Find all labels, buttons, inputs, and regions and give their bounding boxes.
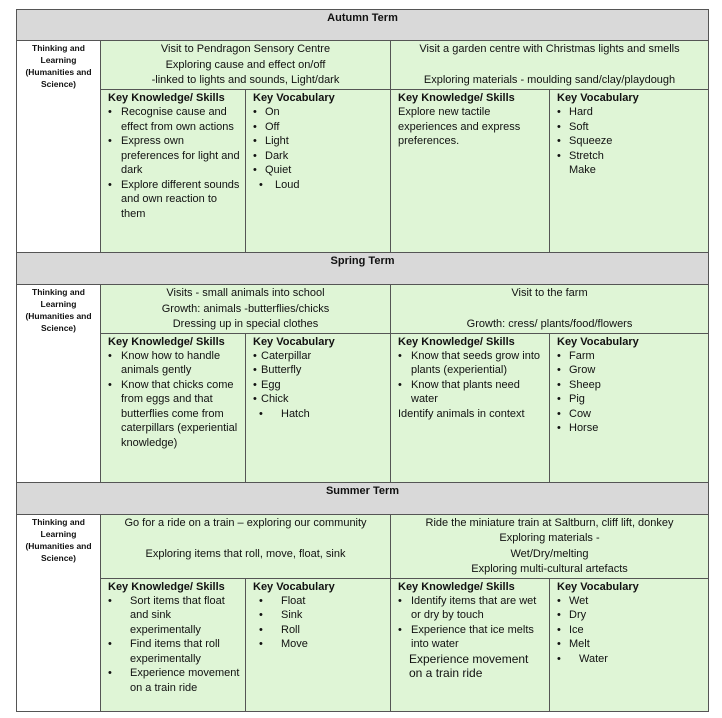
list-item: • Recognise cause and effect from own actions <box>108 105 241 134</box>
spring-term-header: Spring Term <box>17 253 709 285</box>
spring-vocab-left: Key Vocabulary • Caterpillar • Butterfly • Egg • Chick • Hatch <box>246 333 391 482</box>
spring-vocab-right: Key Vocabulary • Farm • Grow • Sheep • Pig • Cow • Horse <box>550 333 709 482</box>
summer-vocab-left: Key Vocabulary • Float • Sink • Roll • Move <box>246 578 391 711</box>
list-item: • Farm <box>557 349 704 364</box>
spring-subject-label: Thinking and Learning (Humanities and Science) <box>17 285 101 483</box>
autumn-knowledge-left: Key Knowledge/ Skills • Recognise cause and effect from own actions • Express own preferences for light and dark • Explore different sounds and own reaction to them <box>101 90 246 253</box>
summer-vocab-right: Key Vocabulary • Wet • Dry • Ice • Melt • Water <box>550 578 709 711</box>
spring-knowledge-left: Key Knowledge/ Skills • Know how to handle animals gently • Know that chicks come from eggs and that butterflies come from caterpillars (experiential knowledge) <box>101 333 246 482</box>
list-item: • Identify items that are wet or dry by touch <box>398 594 545 623</box>
list-item: • Know that seeds grow into plants (experiential) <box>398 349 545 378</box>
list-item: • Experience movement on a train ride <box>108 666 241 695</box>
list-item: • Know that chicks come from eggs and that butterflies come from caterpillars (experiential knowledge) <box>108 378 241 451</box>
list-item: • Water <box>557 652 704 667</box>
list-item: • Hatch <box>253 407 386 422</box>
list-item: • Sheep <box>557 378 704 393</box>
summer-knowledge-right: Key Knowledge/ Skills • Identify items that are wet or dry by touch • Experience that ice melts into water Experience movement on a train ride <box>391 578 550 711</box>
summer-knowledge-left: Key Knowledge/ Skills • Sort items that float and sink experimentally • Find items that roll experimentally • Experience movement on a train ride <box>101 578 246 711</box>
list-item: • Quiet <box>253 163 386 178</box>
list-item: • Loud <box>253 178 386 193</box>
summer-subject-label: Thinking and Learning (Humanities and Science) <box>17 514 101 711</box>
autumn-vocab-left: Key Vocabulary • On • Off • Light • Dark • Quiet • Loud <box>246 90 391 253</box>
list-item: • Know how to handle animals gently <box>108 349 241 378</box>
list-item: • Roll <box>253 623 386 638</box>
list-item: • Butterfly <box>253 363 386 378</box>
list-item: • Sink <box>253 608 386 623</box>
list-item: • Experience that ice melts into water <box>398 623 545 652</box>
list-item: • Move <box>253 637 386 652</box>
list-item: • Stretch <box>557 149 704 164</box>
list-item: • On <box>253 105 386 120</box>
list-item: • Pig <box>557 392 704 407</box>
list-item: • Light <box>253 134 386 149</box>
curriculum-grid <box>16 9 708 712</box>
autumn-knowledge-right: Key Knowledge/ Skills Explore new tactile experiences and express preferences. <box>391 90 550 253</box>
summer-intro-right: Ride the miniature train at Saltburn, cliff lift, donkey Exploring materials - Wet/Dry/melting Exploring multi-cultural artefacts <box>391 514 709 578</box>
list-item: • Ice <box>557 623 704 638</box>
autumn-intro-right: Visit a garden centre with Christmas lights and smells Exploring materials - moulding sand/clay/playdough <box>391 41 709 90</box>
autumn-vocab-right: Key Vocabulary • Hard • Soft • Squeeze • Stretch Make <box>550 90 709 253</box>
list-item: • Egg <box>253 378 386 393</box>
autumn-intro-left: Visit to Pendragon Sensory Centre Exploring cause and effect on/off -linked to lights and sounds, Light/dark <box>101 41 391 90</box>
spring-knowledge-right: Key Knowledge/ Skills • Know that seeds grow into plants (experiential) • Know that plants need water Identify animals in context <box>391 333 550 482</box>
list-item: • Sort items that float and sink experimentally <box>108 594 241 638</box>
list-item: • Wet <box>557 594 704 609</box>
list-item: • Express own preferences for light and dark <box>108 134 241 178</box>
list-item: • Dry <box>557 608 704 623</box>
list-item: • Cow <box>557 407 704 422</box>
autumn-term-header: Autumn Term <box>17 10 709 41</box>
spring-intro-right: Visit to the farm Growth: cress/ plants/food/flowers <box>391 285 709 334</box>
summer-intro-left: Go for a ride on a train – exploring our community Exploring items that roll, move, float, sink <box>101 514 391 578</box>
list-item: • Find items that roll experimentally <box>108 637 241 666</box>
list-item: • Melt <box>557 637 704 652</box>
list-item: • Know that plants need water <box>398 378 545 407</box>
list-item: • Dark <box>253 149 386 164</box>
summer-term-header: Summer Term <box>17 482 709 514</box>
list-item: • Hard <box>557 105 704 120</box>
list-item: • Grow <box>557 363 704 378</box>
list-item: • Soft <box>557 120 704 135</box>
autumn-subject-label: Thinking and Learning (Humanities and Science) <box>17 41 101 253</box>
list-item: • Float <box>253 594 386 609</box>
list-item: • Chick <box>253 392 386 407</box>
list-item: • Caterpillar <box>253 349 386 364</box>
list-item: • Off <box>253 120 386 135</box>
list-item: Make <box>569 164 596 176</box>
spring-intro-left: Visits - small animals into school Growth: animals -butterflies/chicks Dressing up in special clothes <box>101 285 391 334</box>
list-item: • Horse <box>557 421 704 436</box>
list-item: • Squeeze <box>557 134 704 149</box>
list-item: • Explore different sounds and own reaction to them <box>108 178 241 222</box>
